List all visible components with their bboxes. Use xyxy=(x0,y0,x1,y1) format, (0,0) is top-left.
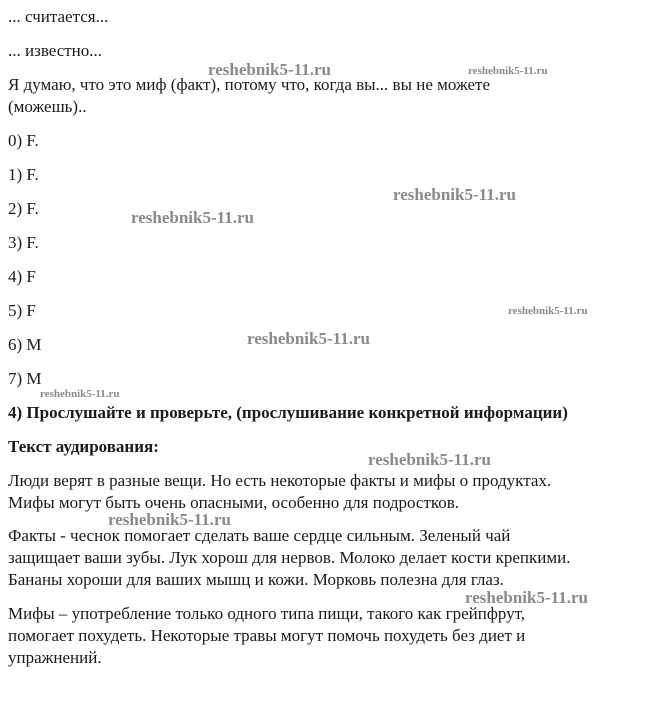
watermark: reshebnik5-11.ru xyxy=(247,329,370,348)
watermark: reshebnik5-11.ru xyxy=(40,388,120,400)
section-heading: 4) Прослушайте и проверьте, (прослушивание конкретной информации) xyxy=(8,403,568,422)
section-subheading: Текст аудирования: xyxy=(8,437,159,456)
text-line: ... известно... xyxy=(8,41,103,60)
answer-line: 0) F. xyxy=(8,131,39,150)
answer-line: 4) F xyxy=(8,267,36,286)
watermark: reshebnik5-11.ru xyxy=(131,208,254,227)
watermark: reshebnik5-11.ru xyxy=(468,65,548,77)
paragraph-line: Мифы могут быть очень опасными, особенно для подростков. xyxy=(8,493,460,512)
answer-line: 7) M xyxy=(8,369,42,388)
text-line: ... считается... xyxy=(8,7,109,26)
answer-line: 2) F. xyxy=(8,199,39,218)
paragraph-line: Бананы хороши для ваших мышц и кожи. Морковь полезна для глаз. xyxy=(8,570,504,589)
watermark: reshebnik5-11.ru xyxy=(368,450,491,469)
paragraph-line: упражнений. xyxy=(8,648,102,667)
paragraph-line: защищает ваши зубы. Лук хорош для нервов. Молоко делает кости крепкими. xyxy=(8,548,571,567)
paragraph-line: Люди верят в разные вещи. Но есть некоторые факты и мифы о продуктах. xyxy=(8,471,552,490)
watermark: reshebnik5-11.ru xyxy=(108,510,231,529)
paragraph-line: Мифы – употребление только одного типа пищи, такого как грейпфрут, xyxy=(8,604,526,623)
watermark: reshebnik5-11.ru xyxy=(508,305,588,317)
answer-line: 1) F. xyxy=(8,165,39,184)
watermark: reshebnik5-11.ru xyxy=(393,185,516,204)
text-line: Я думаю, что это миф (факт), потому что, когда вы... вы не можете xyxy=(8,75,491,94)
answer-line: 5) F xyxy=(8,301,36,320)
text-line: (можешь).. xyxy=(8,97,87,116)
paragraph-line: Факты - чеснок помогает сделать ваше сердце сильным. Зеленый чай xyxy=(8,526,511,545)
paragraph-line: помогает похудеть. Некоторые травы могут помочь похудеть без диет и xyxy=(8,626,526,645)
watermark: reshebnik5-11.ru xyxy=(465,588,588,607)
watermark: reshebnik5-11.ru xyxy=(208,60,331,79)
answer-line: 3) F. xyxy=(8,233,39,252)
answer-line: 6) M xyxy=(8,335,42,354)
